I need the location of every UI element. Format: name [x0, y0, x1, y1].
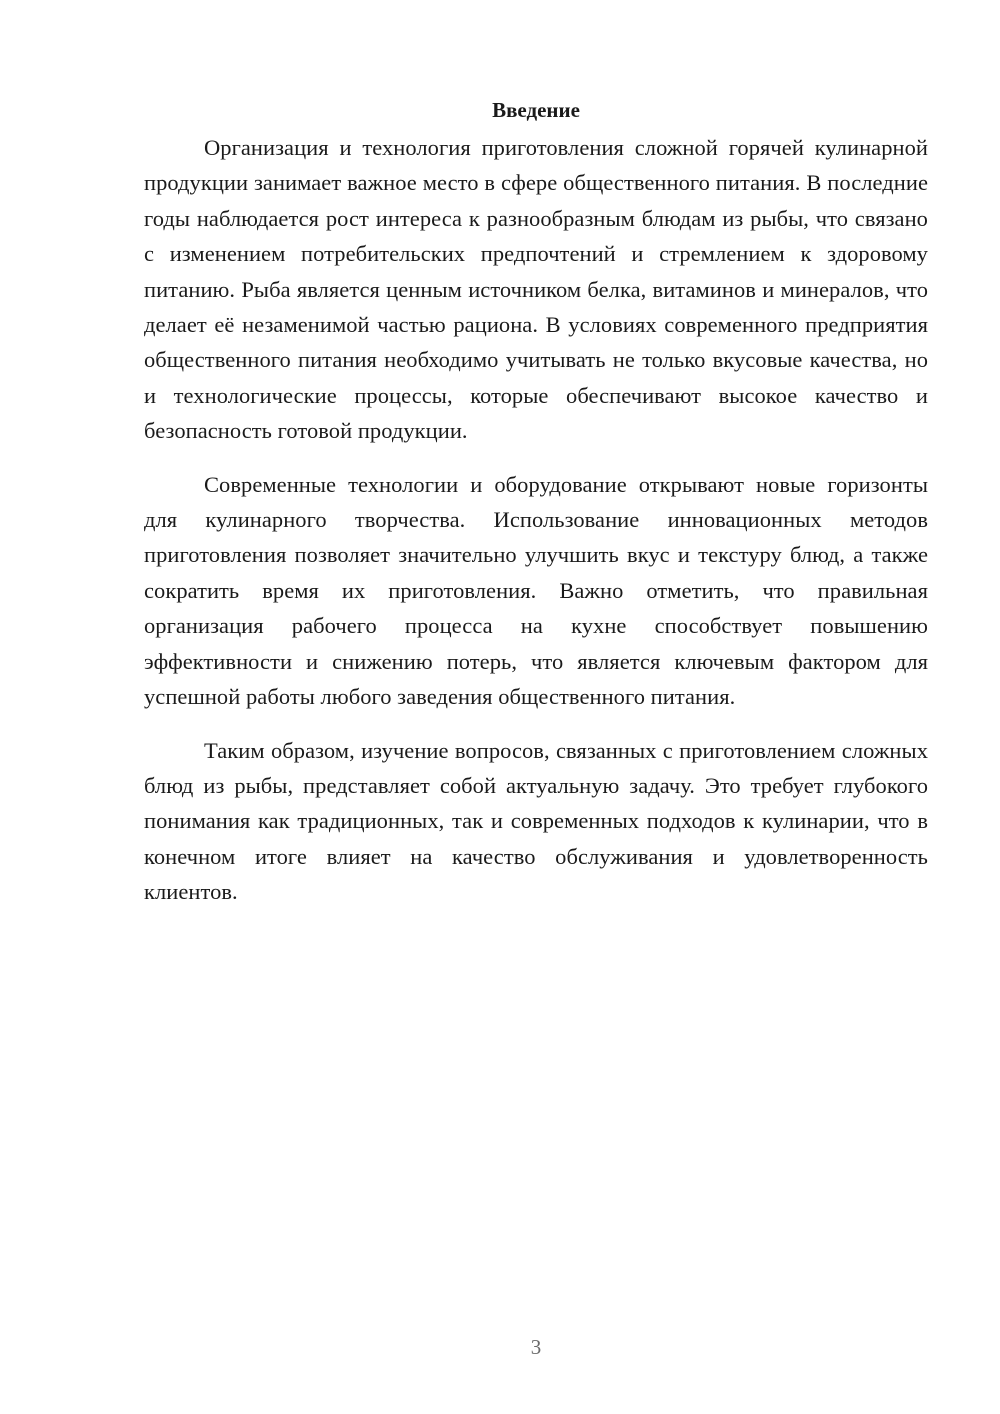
page-number: 3 [530, 1335, 542, 1359]
paragraph-2: Современные технологии и оборудование открывают новые горизонты для кулинарного творчества. Использование инновационных методов приготовления позволяет значительно улучшить вкус и текстуру блюд, а также сократить время их приготовления. Важно отметить, что правильная организация рабочего процесса на кухне способствует повышению эффективности и снижению потерь, что является ключевым фактором для успешной работы любого заведения общественного питания. [144, 471, 928, 710]
page-content [144, 95, 928, 928]
paragraph-3: Таким образом, изучение вопросов, связанных с приготовлением сложных блюд из рыбы, представляет собой актуальную задачу. Это требует глубокого понимания как традиционных, так и современных подходов к кулинарии, что в конечном итоге влияет на качество обслуживания и удовлетворенность клиентов. [144, 737, 928, 905]
paragraph-1: Организация и технология приготовления сложной горячей кулинарной продукции занимает важное место в сфере общественного питания. В последние годы наблюдается рост интереса к разнообразным блюдам из рыбы, что связано с изменением потребительских предпочтений и стремлением к здоровому питанию. Рыба является ценным источником белка, витаминов и минералов, что делает её незаменимой частью рациона. В условиях современного предприятия общественного питания необходимо учитывать не только вкусовые качества, но и технологические процессы, которые обеспечивают высокое качество и безопасность готовой продукции. [144, 135, 928, 444]
section-heading: Введение [492, 98, 580, 122]
